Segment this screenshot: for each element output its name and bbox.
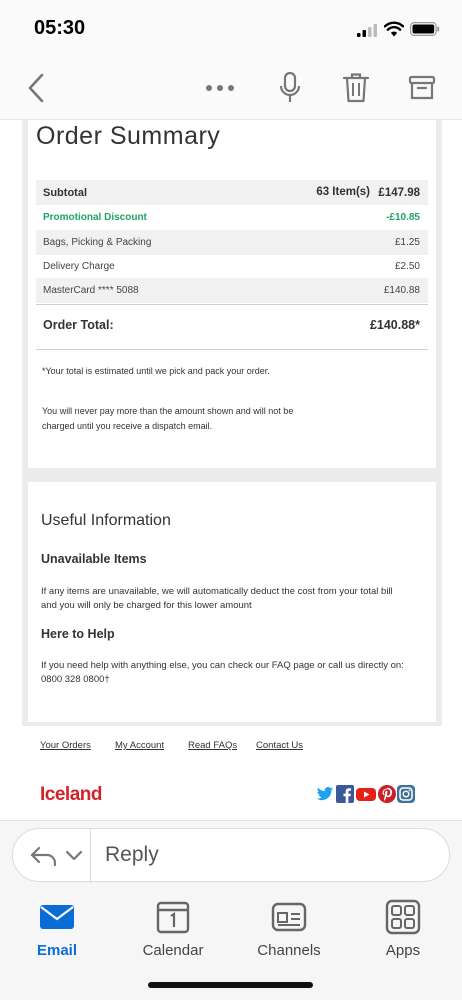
my-account-link[interactable]: My Account [115, 740, 165, 751]
contact-us-link[interactable]: Contact Us [256, 740, 303, 751]
divider [36, 349, 428, 350]
youtube-icon[interactable] [356, 785, 376, 803]
subtotal-row [36, 180, 428, 205]
trash-icon [342, 72, 370, 104]
tab-bar [0, 895, 462, 975]
tab-apps[interactable] [358, 895, 448, 965]
home-indicator[interactable] [148, 982, 313, 988]
back-button[interactable] [18, 68, 54, 108]
item-count: 63 Item(s) [316, 186, 370, 198]
subtotal-label: Subtotal [43, 187, 87, 199]
row-amount: £140.88 [383, 285, 420, 296]
reply-arrow-icon[interactable] [29, 845, 57, 867]
archive-button[interactable] [402, 68, 442, 108]
tab-label: Email [36, 942, 78, 959]
battery-icon [410, 22, 440, 36]
order-summary-card [28, 120, 436, 468]
cellular-signal-icon [357, 24, 377, 37]
more-horizontal-icon [202, 83, 238, 93]
tab-email[interactable] [12, 895, 102, 965]
row-amount: £2.50 [394, 261, 420, 272]
row-label: Delivery Charge [43, 261, 115, 272]
unavailable-heading: Unavailable Items [41, 552, 147, 566]
channels-icon [271, 899, 307, 935]
status-time: 05:30 [34, 17, 86, 39]
help-text: If you need help with anything else, you can check our FAQ page or call us directly on: 0800 328 0800† [41, 660, 404, 685]
reply-label[interactable]: Reply [105, 843, 159, 866]
calendar-icon [155, 899, 191, 935]
more-button[interactable] [198, 68, 242, 108]
bags-row [36, 230, 428, 255]
apps-grid-icon [385, 899, 421, 935]
order-summary-title: Order Summary [36, 122, 221, 150]
useful-info-title: Useful Information [41, 512, 171, 529]
unavailable-text: If any items are unavailable, we will automatically deduct the cost from your total bill and you will only be charged for this lower amount [41, 586, 393, 611]
row-amount: -£10.85 [386, 212, 420, 223]
pinterest-icon[interactable] [378, 785, 396, 803]
read-faqs-link[interactable]: Read FAQs [188, 740, 238, 751]
status-bar [0, 0, 462, 58]
microphone-icon [278, 71, 302, 105]
reply-bar [0, 820, 462, 1000]
row-label: Bags, Picking & Packing [43, 237, 152, 248]
archive-icon [408, 74, 436, 102]
reply-separator [90, 829, 91, 883]
promo-discount-row [36, 205, 428, 230]
chevron-left-icon [26, 72, 46, 104]
delete-button[interactable] [336, 68, 376, 108]
delivery-row [36, 254, 428, 279]
payment-row [36, 278, 428, 303]
row-amount: £1.25 [394, 237, 420, 248]
chevron-down-icon[interactable] [65, 850, 83, 862]
envelope-icon [39, 899, 75, 935]
useful-info-card [28, 482, 436, 722]
tab-label: Calendar [142, 942, 204, 959]
order-total-amount: £140.88* [369, 318, 420, 332]
wifi-icon [384, 21, 404, 37]
row-label: Promotional Discount [43, 212, 147, 223]
your-orders-link[interactable]: Your Orders [40, 740, 91, 751]
subtotal-amount: £147.98 [378, 187, 420, 199]
tab-channels[interactable] [244, 895, 334, 965]
tab-label: Channels [257, 942, 321, 959]
reply-box[interactable] [12, 828, 450, 882]
estimate-note: *Your total is estimated until we pick and pack your order. [42, 366, 270, 376]
dictate-button[interactable] [270, 68, 310, 108]
order-container [22, 120, 442, 726]
tab-label: Apps [385, 942, 421, 959]
charge-note: You will never pay more than the amount shown and will not be charged until you receive a dispatch email. [42, 406, 294, 431]
divider [36, 304, 428, 305]
iceland-logo[interactable]: Iceland [40, 784, 102, 805]
mail-toolbar [0, 58, 462, 120]
tab-calendar[interactable] [128, 895, 218, 965]
help-heading: Here to Help [41, 627, 115, 641]
row-label: MasterCard **** 5088 [43, 285, 139, 296]
instagram-icon[interactable] [397, 785, 415, 803]
twitter-icon[interactable] [316, 785, 334, 803]
facebook-icon[interactable] [336, 785, 354, 803]
email-body [0, 120, 462, 820]
order-total-label: Order Total: [43, 318, 114, 332]
